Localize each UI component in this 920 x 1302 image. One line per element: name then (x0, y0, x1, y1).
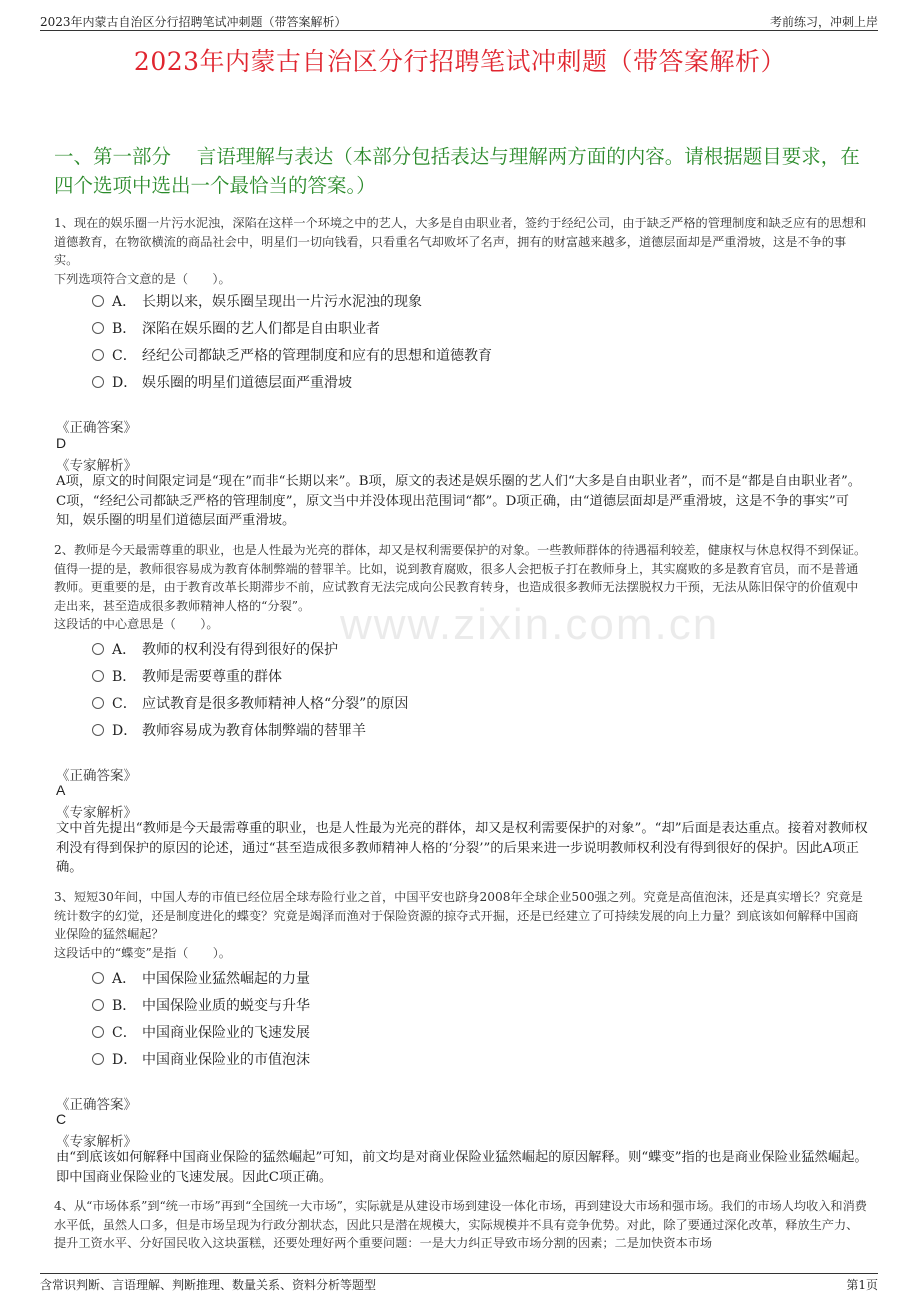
option-text: 教师是需要尊重的群体 (142, 669, 282, 685)
analysis-label: 《专家解析》 (56, 1134, 137, 1150)
option-letter: B． (112, 669, 137, 685)
analysis-text: A项，原文的时间限定词是“现在”而非“长期以来”。B项，原文的表述是娱乐圈的艺人们“大多是自由职业者”，而不是“都是自由职业者”。C项，“经纪公司都缺乏严格的管理制度”，原文当中并没体现出范围词“都”。D项正确，由“道德层面却是严重滑坡，这是不争的事实”可知，娱乐圈的明星们道德层面严重滑坡。 (56, 474, 862, 528)
analysis-label: 《专家解析》 (56, 458, 137, 474)
option-text: 长期以来，娱乐圈呈现出一片污水泥浊的现象 (142, 294, 422, 310)
footer-description: 含常识判断、言语理解、判断推理、数量关系、资料分析等题型 (40, 1278, 377, 1292)
option-letter: A． (112, 971, 137, 987)
correct-answer: A (56, 782, 66, 798)
header-slogan: 考前练习，冲刺上岸 (769, 15, 878, 29)
correct-answer: C (56, 1111, 67, 1127)
analysis-text: 由“到底该如何解释中国商业保险的猛然崛起”可知，前文均是对商业保险业猛然崛起的原因解释。则“蝶变”指的也是商业保险业猛然崛起。即中国商业保险业的飞速发展。因此C项正确。 (56, 1150, 868, 1185)
document-title: 2023年内蒙古自治区分行招聘笔试冲刺题（带答案解析） (133, 47, 787, 76)
option-letter: A． (112, 642, 137, 658)
section-heading: 一、第一部分 言语理解与表达（本部分包括表达与理解两方面的内容。请根据题目要求，在四个选项中选出一个最恰当的答案。） (54, 145, 860, 197)
option-text: 中国商业保险业的市值泡沫 (142, 1052, 310, 1068)
question-prompt: 这段话的中心意思是（ ）。 (54, 617, 219, 631)
radio-icon[interactable] (92, 972, 104, 984)
radio-icon[interactable] (92, 697, 104, 709)
analysis-text: 文中首先提出“教师是今天最需尊重的职业，也是人性最为光亮的群体，却又是权利需要保护的对象”。“却”后面是表达重点。接着对教师权利没有得到保护的原因的论述，通过“甚至造成很多教师精神人格的‘分裂’”的后果来进一步说明教师权利没有得到很好的保护。因此A项正确。 (56, 821, 868, 875)
question-stem: 3、短短30年间，中国人寿的市值已经位居全球寿险行业之首，中国平安也跻身2008年全球企业500强之列。究竟是高值泡沫，还是真实增长？究竟是统计数字的幻觉，还是制度进化的蝶变？究竟是竭泽而渔对于保险资源的掠夺式开掘，还是已经建立了可持续发展的向上力量？到底该如何解释中国商业保险的猛然崛起？ (54, 890, 863, 941)
header-doc-title: 2023年内蒙古自治区分行招聘笔试冲刺题（带答案解析） (40, 15, 347, 29)
analysis-label: 《专家解析》 (56, 805, 137, 821)
question-stem: 1、现在的娱乐圈一片污水泥浊，深陷在这样一个环境之中的艺人，大多是自由职业者，签约于经纪公司，由于缺乏严格的管理制度和缺乏应有的思想和道德教育，在物欲横流的商品社会中，明星们一切向钱看，只看重名气却败坏了名声，拥有的财富越来越多，道德层面却是严重滑坡，这是不争的事实。 (54, 216, 867, 267)
radio-icon[interactable] (92, 643, 104, 655)
q2-option-a[interactable] (92, 640, 338, 660)
radio-icon[interactable] (92, 322, 104, 334)
q1-option-a[interactable] (92, 292, 422, 312)
radio-icon[interactable] (92, 1053, 104, 1065)
option-letter: B． (112, 321, 137, 337)
q1-option-b[interactable] (92, 319, 380, 339)
radio-icon[interactable] (92, 349, 104, 361)
question-2 (54, 541, 868, 634)
option-letter: C． (112, 696, 137, 712)
page-header (40, 10, 878, 31)
option-letter: C． (112, 1025, 137, 1041)
option-letter: B． (112, 998, 137, 1014)
option-text: 教师容易成为教育体制弊端的替罪羊 (142, 723, 366, 739)
radio-icon[interactable] (92, 376, 104, 388)
q3-option-a[interactable] (92, 969, 310, 989)
radio-icon[interactable] (92, 670, 104, 682)
q2-option-b[interactable] (92, 667, 282, 687)
answer-label: 《正确答案》 (56, 768, 137, 784)
question-stem: 2、教师是今天最需尊重的职业，也是人性最为光亮的群体，却又是权利需要保护的对象。一些教师群体的待遇福利较差，健康权与休息权得不到保证。值得一提的是，教师很容易成为教育体制弊端的替罪羊。比如，说到教育腐败，很多人会把板子打在教师身上，其实腐败的多是教育官员，而不是普通教师。更重要的是，由于教育改革长期滞步不前，应试教育无法完成向公民教育转身，也造成很多教师无法摆脱权力干预，无法从陈旧保守的价值观中走出来，甚至造成很多教师精神人格的“分裂”。 (54, 543, 867, 613)
question-4 (54, 1197, 868, 1271)
radio-icon[interactable] (92, 1026, 104, 1038)
q3-option-c[interactable] (92, 1023, 310, 1043)
q3-option-b[interactable] (92, 996, 310, 1016)
question-3 (54, 888, 868, 962)
question-prompt: 下列选项符合文意的是（ ）。 (54, 271, 231, 286)
question-prompt: 这段话中的“蝶变”是指（ ）。 (54, 945, 231, 960)
option-text: 经纪公司都缺乏严格的管理制度和应有的思想和道德教育 (142, 348, 492, 364)
option-text: 中国商业保险业的飞速发展 (142, 1025, 310, 1041)
answer-label: 《正确答案》 (56, 1097, 137, 1113)
correct-answer: D (56, 435, 67, 451)
page-footer (40, 1273, 878, 1292)
answer-label: 《正确答案》 (56, 420, 137, 436)
question-stem: 4、从“市场体系”到“统一市场”再到“全国统一大市场”，实际就是从建设市场到建设一体化市场，再到建设大市场和强市场。我们的市场人均收入和消费水平低，虽然人口多，但是市场呈现为行政分割状态，因此只是潜在规模大，实际规模并不具有竞争优势。对此，除了要通过深化改革，释放生产力、提升工资水平、分好国民收入这块蛋糕，还要处理好两个重要问题：一是大力纠正导致市场分割的因素；二是加快资本市场 (54, 1199, 867, 1250)
option-text: 应试教育是很多教师精神人格“分裂”的原因 (142, 696, 409, 712)
q2-option-c[interactable] (92, 694, 408, 714)
radio-icon[interactable] (92, 999, 104, 1011)
q1-option-c[interactable] (92, 346, 492, 366)
option-letter: D． (112, 723, 138, 739)
option-text: 娱乐圈的明星们道德层面严重滑坡 (142, 375, 352, 391)
option-text: 中国保险业猛然崛起的力量 (142, 971, 310, 987)
option-letter: A． (112, 294, 137, 310)
option-letter: D． (112, 1052, 138, 1068)
option-text: 中国保险业质的蜕变与升华 (142, 998, 310, 1014)
watermark: www.zixin.com.cn (340, 600, 720, 649)
q1-option-d[interactable] (92, 373, 352, 393)
option-text: 教师的权利没有得到很好的保护 (142, 642, 338, 658)
option-letter: D． (112, 375, 138, 391)
radio-icon[interactable] (92, 724, 104, 736)
question-1 (54, 214, 868, 288)
radio-icon[interactable] (92, 295, 104, 307)
q2-option-d[interactable] (92, 721, 366, 741)
option-letter: C． (112, 348, 137, 364)
option-text: 深陷在娱乐圈的艺人们都是自由职业者 (142, 321, 380, 337)
q3-option-d[interactable] (92, 1050, 310, 1070)
page-number: 第1页 (846, 1278, 878, 1292)
